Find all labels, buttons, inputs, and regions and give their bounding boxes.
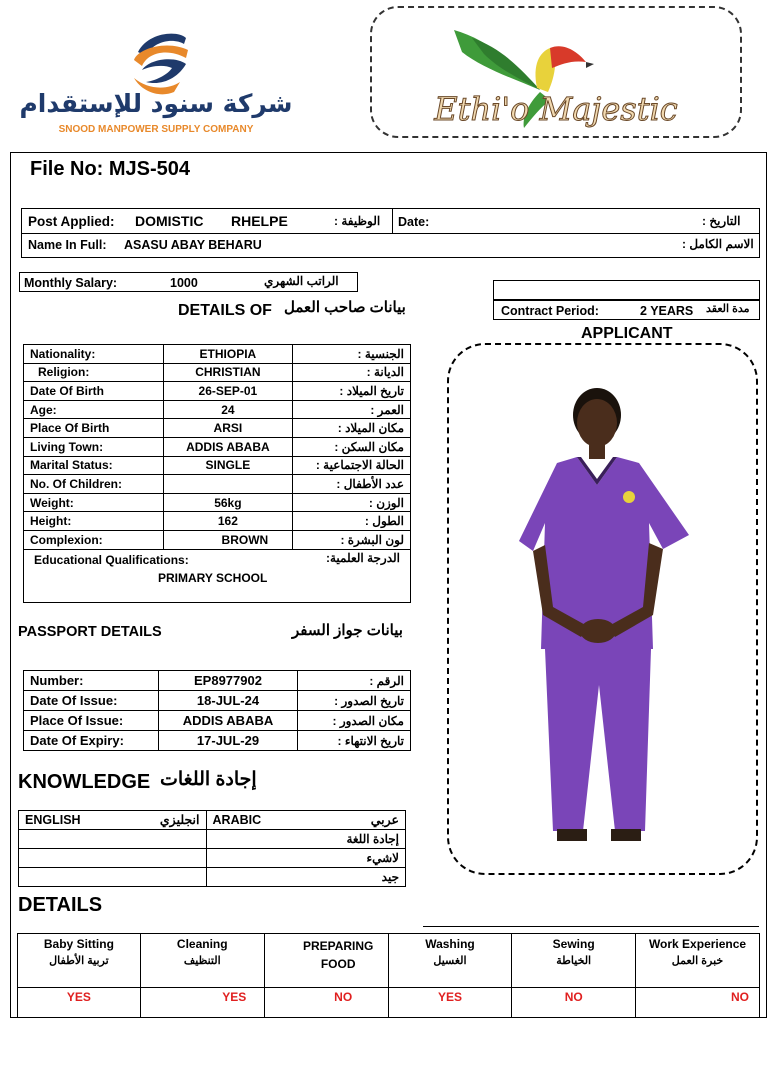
skill-name: Work Experience <box>648 937 747 951</box>
knowledge-row <box>19 849 406 868</box>
personal-value: 26-SEP-01 <box>163 382 293 401</box>
personal-label: Weight: <box>24 493 164 512</box>
skills-value-row <box>18 988 760 1018</box>
salary-box <box>19 272 358 292</box>
personal-label-ar: الوزن : <box>293 493 411 512</box>
post-label-ar: الوظيفة : <box>334 214 381 228</box>
personal-label-ar: مكان السكن : <box>293 437 411 456</box>
education-label: Educational Qualifications: <box>34 553 189 567</box>
personal-label-ar: تاريخ الميلاد : <box>293 382 411 401</box>
personal-label: Age: <box>24 400 164 419</box>
applicant-heading: APPLICANT <box>581 325 673 342</box>
knowledge-row <box>19 868 406 887</box>
passport-title-ar: بيانات جواز السفر <box>292 622 403 639</box>
personal-value <box>163 475 293 494</box>
knowledge-row <box>19 811 406 830</box>
contract-label: Contract Period: <box>501 304 599 318</box>
skill-header <box>512 934 636 988</box>
knowledge-title-ar: إجادة اللغات <box>160 769 257 790</box>
personal-row <box>24 437 411 456</box>
knowledge-blank <box>19 830 207 849</box>
personal-details-table <box>23 344 411 550</box>
bird-icon <box>372 8 740 136</box>
skill-name-ar: خبرة العمل <box>671 955 724 967</box>
skill-value: YES <box>140 988 264 1018</box>
salary-label-ar: الراتب الشهري <box>264 274 339 288</box>
personal-value: ADDIS ABABA <box>163 437 293 456</box>
skill-value: YES <box>18 988 141 1018</box>
arabic-label: ARABIC <box>212 813 262 827</box>
knowledge-level: جيد <box>206 868 405 887</box>
personal-row <box>24 456 411 475</box>
passport-label-ar: الرقم : <box>298 671 411 691</box>
personal-label: Date Of Birth <box>24 382 164 401</box>
salary-value: 1000 <box>170 276 198 290</box>
passport-label: Date Of Issue: <box>24 691 159 711</box>
education-value: PRIMARY SCHOOL <box>158 571 268 585</box>
name-value: ASASU ABAY BEHARU <box>124 238 262 252</box>
arabic-label-ar: عربي <box>370 813 399 827</box>
name-label: Name In Full: <box>28 238 107 252</box>
arabic-cell <box>206 811 405 830</box>
knowledge-table <box>18 810 406 887</box>
post-label: Post Applied: <box>28 214 115 229</box>
personal-row <box>24 345 411 364</box>
skill-name: Baby Sitting <box>43 937 114 951</box>
personal-label-ar: عدد الأطفال : <box>293 475 411 494</box>
snood-logo <box>19 26 293 138</box>
company-name-en: SNOOD MANPOWER SUPPLY COMPANY <box>58 124 254 135</box>
partner-logo-text: Ethi'o Majestic <box>434 90 678 128</box>
personal-label: Place Of Birth <box>24 419 164 438</box>
skill-name: Sewing <box>552 937 595 951</box>
personal-label: Complexion: <box>24 530 164 549</box>
personal-label-ar: الطول : <box>293 512 411 531</box>
skill-name: Washing <box>425 937 475 951</box>
passport-row <box>24 671 411 691</box>
knowledge-blank <box>19 868 207 887</box>
skill-header <box>18 934 141 988</box>
passport-label: Place Of Issue: <box>24 711 159 731</box>
personal-row <box>24 475 411 494</box>
date-label: Date: <box>398 215 430 229</box>
personal-label-ar: الديانة : <box>293 363 411 382</box>
english-label-ar: انجليزي <box>159 813 200 827</box>
applicant-photo-frame <box>447 343 758 875</box>
skill-value: NO <box>264 988 388 1018</box>
post-value-1: DOMISTIC <box>135 213 204 229</box>
passport-title: PASSPORT DETAILS <box>18 624 162 640</box>
passport-label: Number: <box>24 671 159 691</box>
personal-row <box>24 493 411 512</box>
contract-value: 2 YEARS <box>640 304 694 318</box>
personal-row <box>24 512 411 531</box>
knowledge-title: KNOWLEDGE <box>18 771 151 793</box>
personal-value: CHRISTIAN <box>163 363 293 382</box>
personal-label: No. Of Children: <box>24 475 164 494</box>
salary-label: Monthly Salary: <box>24 276 118 290</box>
post-name-box <box>21 208 760 258</box>
passport-row <box>24 691 411 711</box>
skill-header <box>636 934 760 988</box>
personal-row <box>24 363 411 382</box>
details-title: DETAILS <box>18 894 103 916</box>
personal-value: 56kg <box>163 493 293 512</box>
details-of-title: DETAILS OF <box>178 302 272 319</box>
knowledge-row <box>19 830 406 849</box>
post-value-2: RHELPE <box>231 213 288 229</box>
contract-label-ar: مدة العقد <box>706 303 750 315</box>
skill-header <box>388 934 512 988</box>
personal-label-ar: الجنسية : <box>293 345 411 364</box>
row-divider <box>22 233 759 234</box>
skill-name: Cleaning <box>176 937 228 951</box>
personal-row <box>24 530 411 549</box>
personal-label-ar: مكان الميلاد : <box>293 419 411 438</box>
personal-label-ar: الحالة الاجتماعية : <box>293 456 411 475</box>
personal-label: Religion: <box>24 363 164 382</box>
skill-value: NO <box>636 988 760 1018</box>
personal-row <box>24 400 411 419</box>
skills-table <box>17 933 760 1018</box>
col-divider <box>392 209 393 233</box>
passport-label-ar: تاريخ الصدور : <box>298 691 411 711</box>
personal-value: BROWN <box>163 530 293 549</box>
company-name-ar: شركة سنود للإستقدام <box>19 89 293 118</box>
skill-header <box>264 934 388 988</box>
knowledge-level: إجادة اللغة <box>206 830 405 849</box>
skill-name-ar: الخياطة <box>556 955 592 967</box>
education-label-ar: الدرجة العلمية: <box>326 551 401 565</box>
passport-value: 18-JUL-24 <box>158 691 298 711</box>
personal-label-ar: لون البشرة : <box>293 530 411 549</box>
details-of-title-ar: بيانات صاحب العمل <box>284 299 406 316</box>
personal-value: ETHIOPIA <box>163 345 293 364</box>
passport-value: 17-JUL-29 <box>158 731 298 751</box>
contract-box <box>493 300 760 320</box>
english-cell <box>19 811 207 830</box>
personal-value: ARSI <box>163 419 293 438</box>
personal-value: SINGLE <box>163 456 293 475</box>
personal-label: Nationality: <box>24 345 164 364</box>
passport-row <box>24 731 411 751</box>
passport-row <box>24 711 411 731</box>
passport-value: EP8977902 <box>158 671 298 691</box>
passport-label-ar: تاريخ الانتهاء : <box>298 731 411 751</box>
partner-logo-frame <box>370 6 742 138</box>
passport-table <box>23 670 411 751</box>
contract-blank-box <box>493 280 760 300</box>
personal-label: Height: <box>24 512 164 531</box>
personal-row <box>24 419 411 438</box>
skill-value: NO <box>512 988 636 1018</box>
skills-header-row <box>18 934 760 988</box>
personal-label: Living Town: <box>24 437 164 456</box>
date-label-ar: التاريخ : <box>702 214 741 228</box>
education-box <box>23 548 411 603</box>
passport-label: Date Of Expiry: <box>24 731 159 751</box>
personal-label: Marital Status: <box>24 456 164 475</box>
file-number: File No: MJS-504 <box>30 158 191 180</box>
skill-name-ar: تربية الأطفال <box>49 955 109 967</box>
personal-label-ar: العمر : <box>293 400 411 419</box>
skill-name-ar: الغسيل <box>433 955 467 967</box>
passport-label-ar: مكان الصدور : <box>298 711 411 731</box>
english-label: ENGLISH <box>25 813 81 827</box>
applicant-photo <box>449 345 756 873</box>
skill-value: YES <box>388 988 512 1018</box>
skill-header <box>140 934 264 988</box>
skill-name: PREPARING FOOD <box>302 939 374 971</box>
snood-emblem-icon <box>19 26 293 138</box>
personal-value: 24 <box>163 400 293 419</box>
personal-value: 162 <box>163 512 293 531</box>
personal-row <box>24 382 411 401</box>
details-top-rule <box>423 926 759 927</box>
knowledge-blank <box>19 849 207 868</box>
passport-value: ADDIS ABABA <box>158 711 298 731</box>
knowledge-level: لاشيء <box>206 849 405 868</box>
name-label-ar: الاسم الكامل : <box>682 237 754 251</box>
skill-name-ar: التنظيف <box>183 955 221 967</box>
